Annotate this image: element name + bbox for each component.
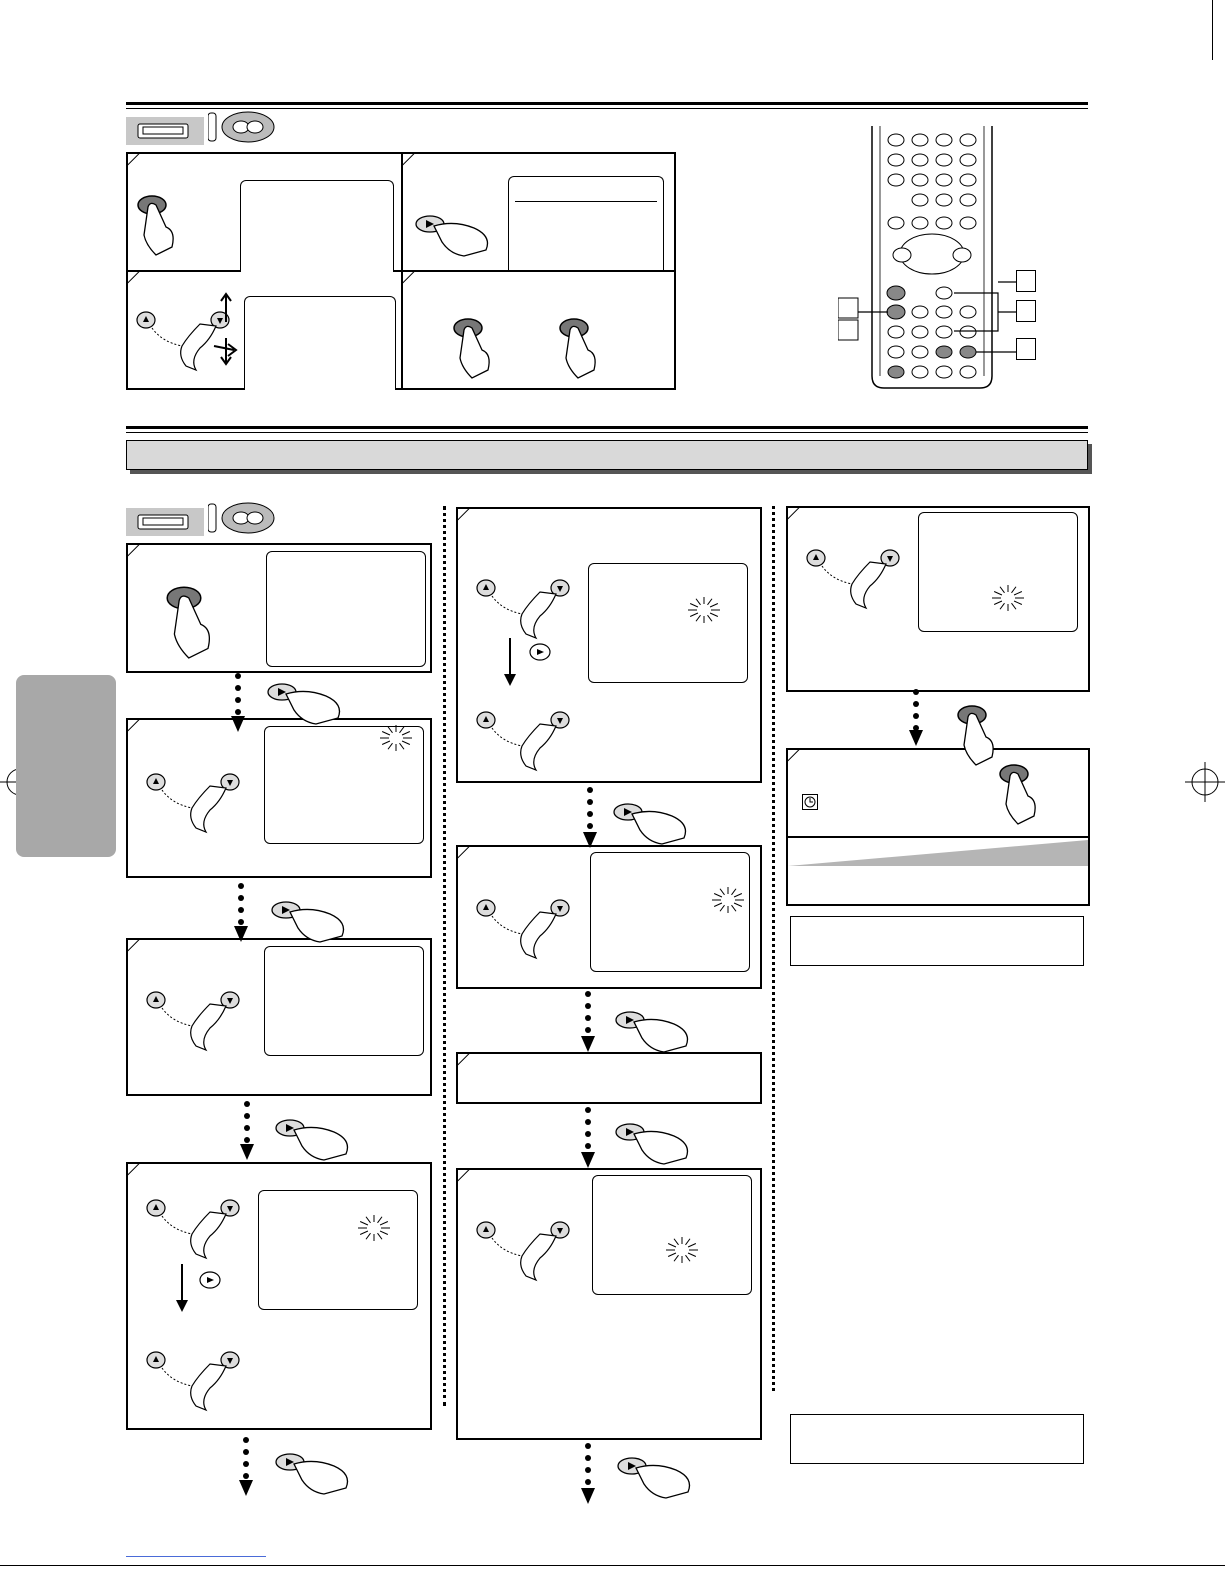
finger-press-button-icon bbox=[276, 1454, 348, 1494]
blinking-indicator-icon bbox=[358, 1215, 390, 1241]
finger-press-button-icon bbox=[958, 706, 993, 765]
finger-press-button-icon bbox=[276, 1120, 348, 1160]
finger-press-button-icon bbox=[560, 319, 595, 378]
finger-press-button-icon bbox=[416, 216, 488, 256]
flow-arrow bbox=[239, 1437, 253, 1496]
up-down-arrow-buttons-icon bbox=[477, 1222, 569, 1280]
play-button-icon bbox=[200, 1272, 220, 1288]
finger-press-button-icon bbox=[272, 902, 344, 942]
finger-press-button-icon bbox=[618, 1458, 690, 1498]
flow-arrow bbox=[581, 1107, 595, 1168]
blinking-indicator-icon bbox=[380, 725, 412, 751]
up-down-arrow-buttons-icon bbox=[147, 992, 239, 1050]
up-down-arrow-buttons-icon bbox=[807, 550, 899, 608]
direction-arrows bbox=[214, 294, 236, 364]
finger-press-button-icon bbox=[138, 196, 173, 255]
flow-arrow bbox=[231, 673, 245, 732]
up-down-arrow-buttons-icon bbox=[477, 712, 569, 770]
up-down-arrow-buttons-icon bbox=[147, 1352, 239, 1410]
up-down-arrow-buttons-icon bbox=[147, 1200, 239, 1258]
flow-arrow bbox=[909, 689, 923, 746]
up-down-arrow-buttons-icon bbox=[477, 900, 569, 958]
flow-arrow bbox=[583, 787, 597, 848]
finger-press-button-icon bbox=[167, 587, 209, 658]
blinking-indicator-icon bbox=[712, 887, 744, 913]
flow-arrow bbox=[240, 1101, 254, 1160]
flow-arrow bbox=[234, 883, 248, 942]
finger-press-button-icon bbox=[616, 1012, 688, 1052]
finger-press-button-icon bbox=[1000, 765, 1035, 824]
sequence-arrow bbox=[176, 1264, 188, 1312]
up-down-arrow-buttons-icon bbox=[147, 774, 239, 832]
up-down-arrow-buttons-icon bbox=[477, 580, 569, 638]
up-down-arrow-buttons-icon bbox=[137, 312, 229, 370]
finger-press-button-icon bbox=[616, 1124, 688, 1164]
sequence-arrow bbox=[504, 638, 516, 686]
finger-press-button-icon bbox=[454, 319, 489, 378]
finger-press-button-icon bbox=[268, 684, 340, 724]
flow-arrow bbox=[581, 991, 595, 1052]
play-button-icon bbox=[530, 644, 550, 660]
flow-arrow bbox=[581, 1443, 595, 1504]
blinking-indicator-icon bbox=[666, 1237, 698, 1263]
blinking-indicator-icon bbox=[992, 585, 1024, 611]
finger-press-button-icon bbox=[614, 804, 686, 844]
blinking-indicator-icon bbox=[688, 597, 720, 623]
